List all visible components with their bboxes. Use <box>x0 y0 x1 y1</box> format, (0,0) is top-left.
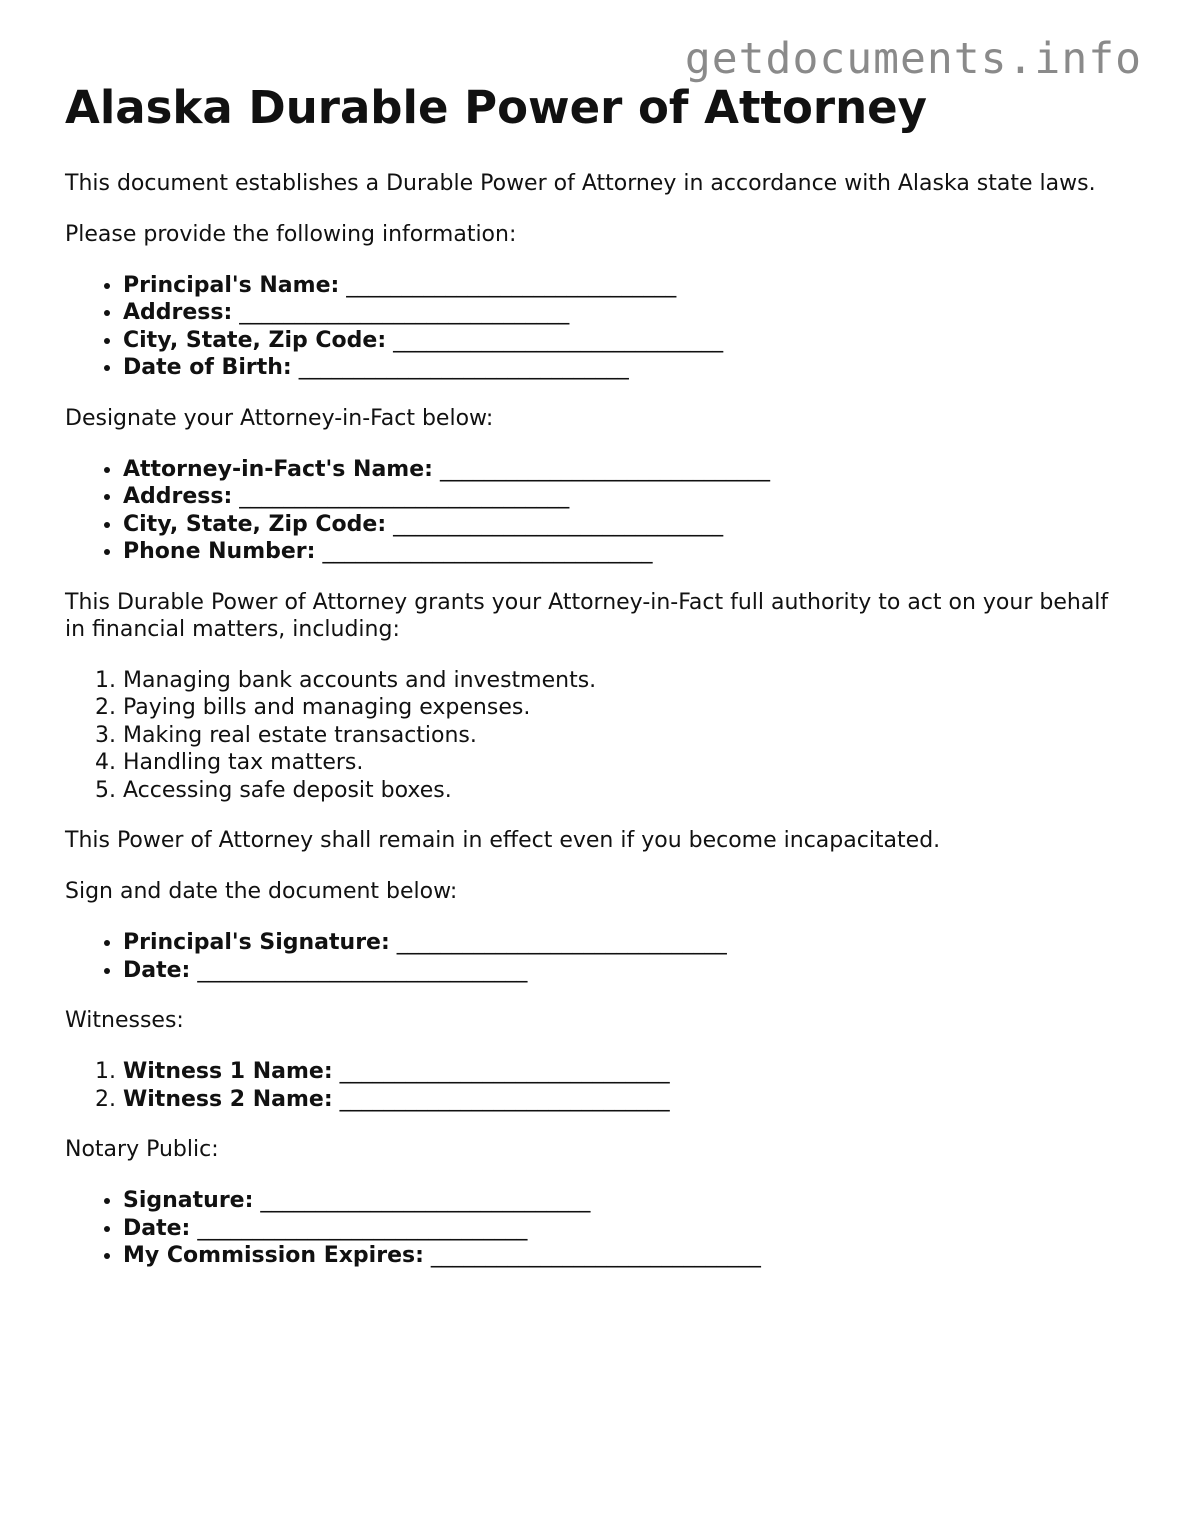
field-label: Date: <box>123 957 191 983</box>
principal-address-field[interactable] <box>123 299 1125 327</box>
fill-blank[interactable]: ______________________________ <box>239 484 570 510</box>
fill-blank[interactable]: ______________________________ <box>322 539 653 565</box>
powers-list <box>65 667 1125 805</box>
watermark: getdocuments.info <box>684 34 1142 84</box>
fill-blank[interactable]: ______________________________ <box>260 1188 591 1214</box>
fill-blank[interactable]: ______________________________ <box>339 1086 670 1112</box>
witness-1-field[interactable] <box>123 1058 1125 1086</box>
field-label: Principal's Signature: <box>123 930 390 956</box>
attorney-name-field[interactable] <box>123 456 1125 484</box>
field-label: Attorney-in-Fact's Name: <box>123 456 433 482</box>
signature-fields-list <box>65 929 1125 984</box>
signature-date-field[interactable] <box>123 957 1125 985</box>
attorney-address-field[interactable] <box>123 483 1125 511</box>
document-title: Alaska Durable Power of Attorney <box>65 81 927 134</box>
field-label: Address: <box>123 300 233 326</box>
principal-signature-field[interactable] <box>123 929 1125 957</box>
power-item: 1. Managing bank accounts and investments. <box>123 667 1125 695</box>
attorney-phone-field[interactable] <box>123 538 1125 566</box>
attorney-city-state-zip-field[interactable] <box>123 511 1125 539</box>
notary-date-field[interactable] <box>123 1215 1125 1243</box>
field-label: Principal's Name: <box>123 272 340 298</box>
fill-blank[interactable]: ______________________________ <box>396 930 727 956</box>
field-label: Phone Number: <box>123 539 316 565</box>
notary-signature-field[interactable] <box>123 1187 1125 1215</box>
notary-fields-list <box>65 1187 1125 1270</box>
fill-blank[interactable]: ______________________________ <box>439 456 770 482</box>
field-label: City, State, Zip Code: <box>123 327 387 353</box>
field-label: Witness 1 Name: <box>123 1059 333 1085</box>
notary-heading: Notary Public: <box>65 1137 219 1163</box>
fill-blank[interactable]: ______________________________ <box>239 300 570 326</box>
document-page <box>65 82 1125 1293</box>
sign-prompt: Sign and date the document below: <box>65 879 458 905</box>
intro-paragraph: This document establishes a Durable Power of Attorney in accordance with Alaska state laws. <box>65 170 1096 196</box>
commission-expires-field[interactable] <box>123 1242 1125 1270</box>
authority-paragraph: This Durable Power of Attorney grants your Attorney-in-Fact full authority to act on your behalf in financial matters, including: <box>65 589 1109 642</box>
field-label: Address: <box>123 484 233 510</box>
principal-city-state-zip-field[interactable] <box>123 327 1125 355</box>
power-item: 4. Handling tax matters. <box>123 749 1125 777</box>
fill-blank[interactable]: ______________________________ <box>346 272 677 298</box>
field-label: City, State, Zip Code: <box>123 511 387 537</box>
power-item: 5. Accessing safe deposit boxes. <box>123 777 1125 805</box>
fill-blank[interactable]: ______________________________ <box>339 1059 670 1085</box>
power-item: 2. Paying bills and managing expenses. <box>123 694 1125 722</box>
principal-fields-list <box>65 272 1125 382</box>
attorney-fields-list <box>65 456 1125 566</box>
principal-dob-field[interactable] <box>123 354 1125 382</box>
attorney-prompt: Designate your Attorney-in-Fact below: <box>65 405 494 431</box>
witnesses-heading: Witnesses: <box>65 1008 184 1034</box>
field-label: My Commission Expires: <box>123 1243 424 1269</box>
principal-name-field[interactable] <box>123 272 1125 300</box>
field-label: Date: <box>123 1215 191 1241</box>
fill-blank[interactable]: ______________________________ <box>430 1243 761 1269</box>
fill-blank[interactable]: ______________________________ <box>393 511 724 537</box>
durability-paragraph: This Power of Attorney shall remain in effect even if you become incapacitated. <box>65 828 941 854</box>
fill-blank[interactable]: ______________________________ <box>197 1215 528 1241</box>
principal-prompt: Please provide the following information: <box>65 221 517 247</box>
fill-blank[interactable]: ______________________________ <box>393 327 724 353</box>
power-item: 3. Making real estate transactions. <box>123 722 1125 750</box>
witness-2-field[interactable] <box>123 1086 1125 1114</box>
witness-fields-list <box>65 1058 1125 1113</box>
fill-blank[interactable]: ______________________________ <box>197 957 528 983</box>
field-label: Signature: <box>123 1188 254 1214</box>
field-label: Witness 2 Name: <box>123 1086 333 1112</box>
fill-blank[interactable]: ______________________________ <box>298 355 629 381</box>
field-label: Date of Birth: <box>123 355 292 381</box>
